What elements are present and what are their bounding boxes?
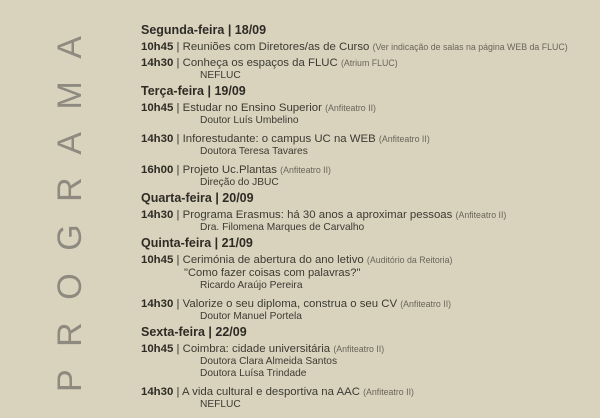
day-header: Sexta-feira | 22/09 bbox=[141, 325, 247, 339]
event-location: (Ver indicação de salas na página WEB da FLUC) bbox=[372, 42, 568, 52]
event-title: Programa Erasmus: há 30 anos a aproximar pessoas bbox=[182, 209, 453, 221]
event-title: Cerimónia de abertura do ano letivo bbox=[182, 254, 364, 266]
event: 14h30 | A vida cultural e desportiva na AAC (Anfiteatro II) NEFLUC bbox=[141, 385, 591, 411]
event-location: (Anfiteatro II) bbox=[280, 165, 331, 175]
event-time: 14h30 bbox=[141, 386, 174, 398]
event-location: (Anfiteatro II) bbox=[333, 344, 385, 354]
event: 16h00 | Projeto Uc.Plantas (Anfiteatro II) Direção do JBUC bbox=[141, 163, 591, 189]
event-speaker: NEFLUC bbox=[200, 70, 241, 81]
event-time: 14h30 bbox=[141, 133, 174, 145]
event: 14h30 | Inforestudante: o campus UC na WEB (Anfiteatro II) Doutora Teresa Tavares bbox=[141, 132, 591, 158]
event-speaker: Ricardo Araújo Pereira bbox=[200, 280, 303, 291]
event-title: Valorize o seu diploma, construa o seu CV bbox=[182, 298, 398, 310]
event-speaker: Doutor Manuel Portela bbox=[200, 311, 302, 322]
day-header: Quinta-feira | 21/09 bbox=[141, 236, 253, 250]
day-header: Segunda-feira | 18/09 bbox=[141, 23, 267, 37]
event-title: Reuniões com Diretores/as de Curso bbox=[182, 41, 370, 53]
vertical-page-title bbox=[51, 28, 89, 398]
event-location: (Anfiteatro II) bbox=[363, 387, 414, 397]
event-time: 14h30 bbox=[141, 298, 174, 310]
event-speaker: Doutora Luísa Trindade bbox=[200, 368, 307, 379]
event-time: 14h30 bbox=[141, 57, 174, 69]
day-thursday bbox=[141, 235, 591, 323]
event-time: 10h45 bbox=[141, 254, 174, 266]
day-friday bbox=[141, 324, 591, 411]
event-speaker: Dra. Filomena Marques de Carvalho bbox=[200, 222, 365, 233]
event-quote: "Como fazer coisas com palavras?" bbox=[184, 267, 361, 279]
day-monday bbox=[141, 22, 591, 82]
event: 10h45 | Coimbra: cidade universitária (Anfiteatro II) Doutora Clara Almeida Santos Doutora Luísa Trindade bbox=[141, 342, 591, 380]
event: 10h45 | Cerimónia de abertura do ano letivo (Auditório da Reitoria) "Como fazer coisas com palavras?" Ricardo Araújo Pereira bbox=[141, 253, 591, 292]
event-speaker: Doutora Teresa Tavares bbox=[200, 146, 308, 157]
day-tuesday bbox=[141, 83, 591, 189]
event-speaker: Direção do JBUC bbox=[200, 177, 279, 188]
event-title: Projeto Uc.Plantas bbox=[182, 164, 277, 176]
day-wednesday bbox=[141, 190, 591, 234]
event-speaker: Doutor Luís Umbelino bbox=[200, 115, 299, 126]
event-location: (Anfiteatro II) bbox=[455, 210, 507, 220]
event-speaker: Doutora Clara Almeida Santos bbox=[200, 356, 338, 367]
event: 14h30 | Programa Erasmus: há 30 anos a aproximar pessoas (Anfiteatro II) Dra. Filomena Marques de Carvalho bbox=[141, 208, 591, 234]
event-title: A vida cultural e desportiva na AAC bbox=[182, 386, 360, 398]
event-location: (Anfiteatro II) bbox=[325, 103, 376, 113]
event-time: 10h45 bbox=[141, 343, 174, 355]
event-title: Inforestudante: o campus UC na WEB bbox=[182, 133, 376, 145]
event-time: 10h45 bbox=[141, 41, 174, 53]
event-title: Coimbra: cidade universitária bbox=[182, 343, 331, 355]
event: 10h45 | Reuniões com Diretores/as de Curso (Ver indicação de salas na página WEB da FLUC) bbox=[141, 41, 568, 53]
event: 14h30 | Valorize o seu diploma, construa o seu CV (Anfiteatro II) Doutor Manuel Portela bbox=[141, 297, 591, 323]
event-location: (Auditório da Reitoria) bbox=[366, 255, 453, 265]
event-time: 10h45 bbox=[141, 102, 174, 114]
event-time: 16h00 bbox=[141, 164, 174, 176]
day-header: Terça-feira | 19/09 bbox=[141, 84, 246, 98]
event-title: Conheça os espaços da FLUC bbox=[182, 57, 338, 69]
event-title: Estudar no Ensino Superior bbox=[182, 102, 322, 114]
event: 10h45 | Estudar no Ensino Superior (Anfiteatro II) Doutor Luís Umbelino bbox=[141, 101, 591, 127]
event-time: 14h30 bbox=[141, 209, 174, 221]
day-header: Quarta-feira | 20/09 bbox=[141, 191, 254, 205]
event-location: (Anfiteatro II) bbox=[378, 134, 430, 144]
event: 14h30 | Conheça os espaços da FLUC (Atrium FLUC) NEFLUC bbox=[141, 56, 591, 82]
event-speaker: NEFLUC bbox=[200, 399, 241, 410]
event-location: (Anfiteatro II) bbox=[400, 299, 452, 309]
schedule bbox=[141, 21, 591, 411]
programa-title-text: PROGRAMA bbox=[51, 36, 89, 392]
event-location: (Atrium FLUC) bbox=[340, 58, 398, 68]
